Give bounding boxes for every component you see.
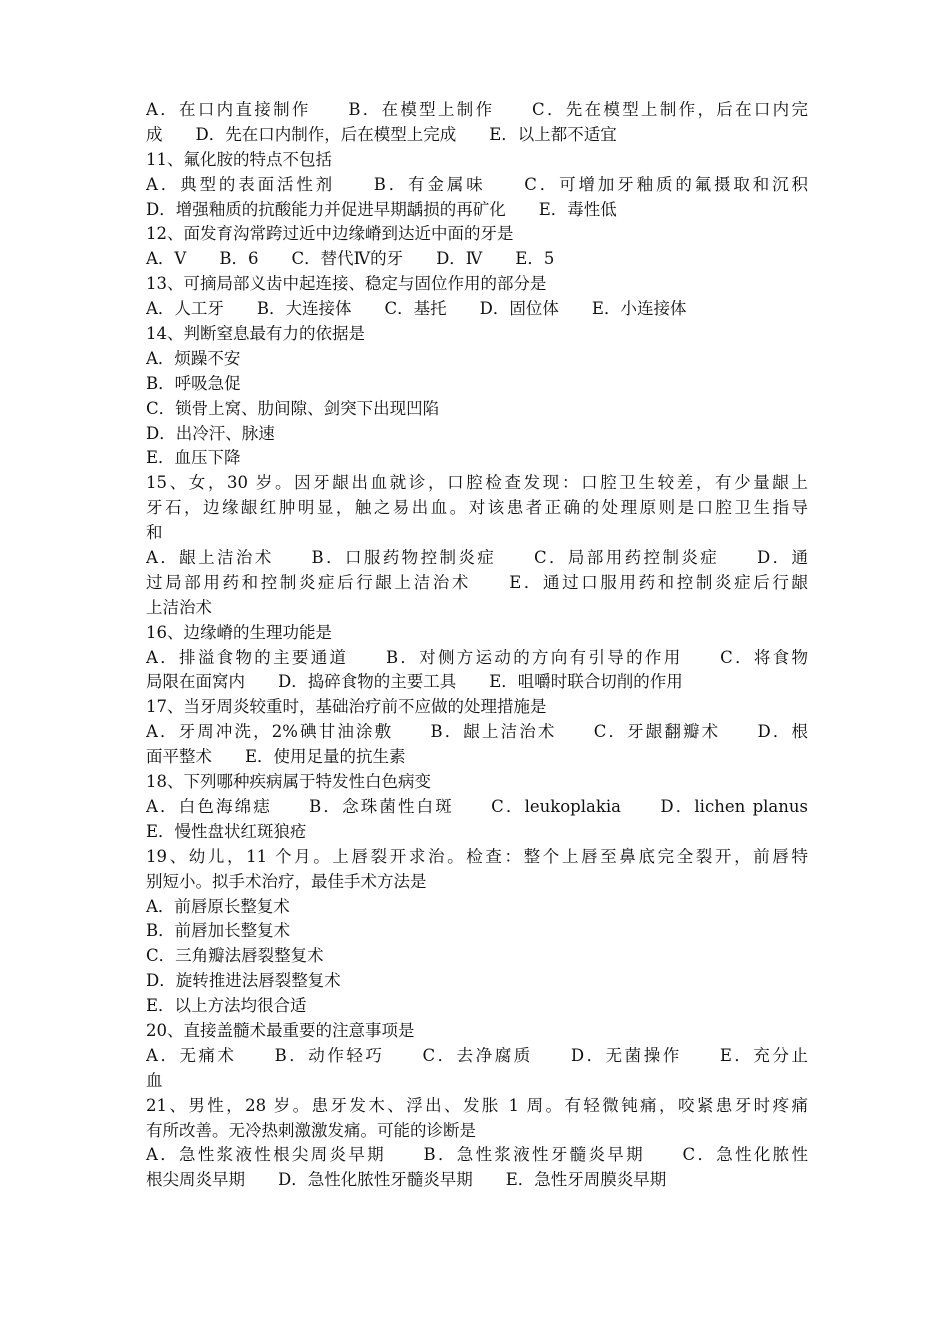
text-line: A．牙周冲洗，2%碘甘油涂敷 B．龈上洁治术 C．牙龈翻瓣术 D．根 <box>146 722 808 742</box>
text-line: 过局部用药和控制炎症后行龈上洁治术 E．通过口服用药和控制炎症后行龈 <box>146 572 808 592</box>
text-line: 血 <box>146 1070 163 1090</box>
text-line: 局限在面窝内 D．捣碎食物的主要工具 E．咀嚼时联合切削的作用 <box>146 672 683 692</box>
text-line: 别短小。拟手术治疗，最佳手术方法是 <box>146 871 427 891</box>
text-line: 牙石，边缘龈红肿明显，触之易出血。对该患者正确的处理原则是口腔卫生指导 <box>146 498 808 518</box>
text-line: B．前唇加长整复术 <box>146 921 291 941</box>
text-line: A．无痛术 B．动作轻巧 C．去净腐质 D．无菌操作 E．充分止 <box>146 1045 808 1065</box>
text-line: 11、氟化胺的特点不包括 <box>146 149 332 169</box>
text-line: A．前唇原长整复术 <box>146 896 290 916</box>
text-line: 12、面发育沟常跨过近中边缘嵴到达近中面的牙是 <box>146 224 514 244</box>
text-line: A．人工牙 B．大连接体 C．基托 D．固位体 E．小连接体 <box>146 299 687 319</box>
text-line: A．烦躁不安 <box>146 348 241 368</box>
text-line: A．V B．6 C．替代Ⅳ的牙 D．Ⅳ E．5 <box>146 249 555 269</box>
text-line: 16、边缘嵴的生理功能是 <box>146 622 332 642</box>
text-line: A．急性浆液性根尖周炎早期 B．急性浆液性牙髓炎早期 C．急性化脓性 <box>146 1145 808 1165</box>
text-line: 21、男性，28 岁。患牙发木、浮出、发胀 1 周。有轻微钝痛，咬紧患牙时疼痛 <box>146 1095 808 1115</box>
text-line: 根尖周炎早期 D．急性化脓性牙髓炎早期 E．急性牙周膜炎早期 <box>146 1170 667 1190</box>
text-line: 面平整术 E．使用足量的抗生素 <box>146 747 406 767</box>
text-line: 成 D．先在口内制作，后在模型上完成 E．以上都不适宜 <box>146 124 617 144</box>
text-line: 20、直接盖髓术最重要的注意事项是 <box>146 1020 415 1040</box>
text-line: A．白色海绵痣 B．念珠菌性白斑 C．leukoplakia D．lichen planus <box>146 796 808 816</box>
document-page <box>146 98 808 1193</box>
text-line: A．龈上洁治术 B．口服药物控制炎症 C．局部用药控制炎症 D．通 <box>146 548 808 568</box>
text-line: 17、当牙周炎较重时，基础治疗前不应做的处理措施是 <box>146 697 547 717</box>
text-line: D．出冷汗、脉速 <box>146 423 275 443</box>
text-line: E．以上方法均很合适 <box>146 996 307 1016</box>
text-line: A．典型的表面活性剂 B．有金属味 C．可增加牙釉质的氟摄取和沉积 <box>146 174 808 194</box>
text-line: 15、女，30 岁。因牙龈出血就诊，口腔检查发现：口腔卫生较差，有少量龈上 <box>146 473 808 493</box>
text-line: E．慢性盘状红斑狼疮 <box>146 821 307 841</box>
text-line: 13、可摘局部义齿中起连接、稳定与固位作用的部分是 <box>146 274 547 294</box>
text-line: 18、下列哪种疾病属于特发性白色病变 <box>146 772 431 792</box>
text-line: 19、幼儿，11 个月。上唇裂开求治。检查：整个上唇至鼻底完全裂开，前唇特 <box>146 846 808 866</box>
text-line: D．增强釉质的抗酸能力并促进早期龋损的再矿化 E．毒性低 <box>146 199 617 219</box>
text-line: E．血压下降 <box>146 448 241 468</box>
text-line: A．排溢食物的主要通道 B．对侧方运动的方向有引导的作用 C．将食物 <box>146 647 808 667</box>
text-line: 和 <box>146 523 163 543</box>
text-line: 有所改善。无冷热刺激激发痛。可能的诊断是 <box>146 1120 476 1140</box>
text-line: C．锁骨上窝、肋间隙、剑突下出现凹陷 <box>146 398 440 418</box>
text-line: 上洁治术 <box>146 597 212 617</box>
text-line: B．呼吸急促 <box>146 373 241 393</box>
text-line: A．在口内直接制作 B．在模型上制作 C．先在模型上制作，后在口内完 <box>146 100 808 119</box>
text-line: D．旋转推进法唇裂整复术 <box>146 971 341 991</box>
text-line: C．三角瓣法唇裂整复术 <box>146 946 324 966</box>
text-line: 14、判断窒息最有力的依据是 <box>146 324 365 344</box>
